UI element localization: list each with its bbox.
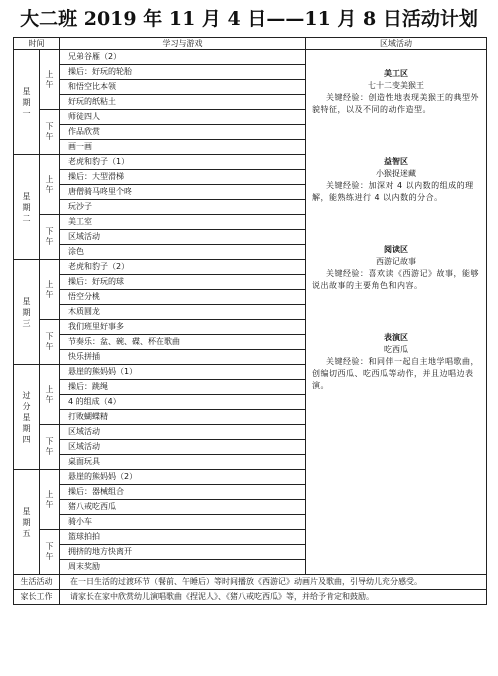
day-label (14, 365, 40, 470)
header-time: 时间 (14, 38, 60, 50)
spacer (312, 216, 480, 228)
half-label-char: 午 (45, 447, 54, 456)
area-zone (312, 230, 480, 316)
activity-cell: 操后：好玩的轮胎 (60, 65, 306, 80)
day-label-char: 星 (22, 506, 31, 516)
life-activity-row (14, 575, 487, 590)
spacer (312, 392, 480, 404)
area-key-experience: 关键经验：加深对 4 以内数的组成的理解，能熟练进行 4 以内数的分合。 (312, 181, 474, 202)
afternoon-label (40, 215, 60, 260)
area-title: 美工区 (384, 69, 408, 78)
afternoon-label (40, 425, 60, 470)
day-label-char: 期 (22, 202, 31, 212)
half-label-char: 上 (45, 174, 54, 184)
half-label-char: 下 (45, 227, 54, 236)
activity-cell: 玩沙子 (60, 200, 306, 215)
parents-label: 家长工作 (14, 590, 60, 605)
area-title: 表演区 (384, 333, 408, 342)
activity-cell: 涂色 (60, 245, 306, 260)
half-label-char: 午 (45, 552, 54, 561)
activity-cell: 周末奖励 (60, 560, 306, 575)
activity-cell: 桌面玩具 (60, 455, 306, 470)
area-zone (312, 142, 480, 228)
afternoon-label (40, 530, 60, 575)
page-title: 大二班 2019 年 11 月 4 日——11 月 8 日活动计划 (20, 8, 478, 30)
spacer (312, 128, 480, 140)
day-label-char: 星 (22, 296, 31, 306)
header-areas: 区域活动 (306, 38, 487, 50)
half-label-char: 上 (45, 384, 54, 394)
afternoon-label (40, 320, 60, 365)
day-label-char: 期 (22, 97, 31, 107)
day-label-char: 过 (22, 390, 31, 400)
spacer (312, 204, 480, 216)
morning-label (40, 365, 60, 425)
activity-cell: 操后：好玩的球 (60, 275, 306, 290)
activity-cell: 节奏乐：盆、碗、碟、杯在歌曲 (60, 335, 306, 350)
activity-cell: 操后：大型滑梯 (60, 170, 306, 185)
day-label-char: 星 (22, 86, 31, 96)
day-label (14, 155, 40, 260)
area-subtitle: 七十二变美猴王 (368, 81, 424, 90)
activity-cell: 骑小车 (60, 515, 306, 530)
table-row (14, 50, 487, 65)
activity-cell: 美工室 (60, 215, 306, 230)
morning-label (40, 470, 60, 530)
area-key-experience: 关键经验：创造性地表现美猴王的典型外貌特征，以及不同的动作造型。 (312, 93, 479, 114)
morning-label (40, 155, 60, 215)
morning-label (40, 260, 60, 320)
activity-cell: 悬崖的熊妈妈（1） (60, 365, 306, 380)
half-label-char: 午 (45, 289, 54, 299)
day-label-char: 五 (22, 528, 31, 538)
life-label: 生活活动 (14, 575, 60, 590)
spacer (312, 116, 480, 128)
area-zone (312, 318, 480, 416)
activity-cell: 篮球拍拍 (60, 530, 306, 545)
area-subtitle: 小猴捉迷藏 (376, 169, 416, 178)
activity-cell: 拥挤的地方快离开 (60, 545, 306, 560)
area-key-experience: 关键经验：喜欢读《西游记》故事，能够说出故事的主要角色和内容。 (312, 269, 479, 290)
day-label-char: 三 (22, 318, 31, 328)
activity-cell: 区域活动 (60, 230, 306, 245)
half-label-char: 午 (45, 237, 54, 246)
half-label-char: 下 (45, 122, 54, 131)
activity-cell: 猪八戒吃西瓜 (60, 500, 306, 515)
activity-cell: 快乐拼插 (60, 350, 306, 365)
half-label-char: 下 (45, 332, 54, 341)
day-label-char: 四 (22, 434, 31, 444)
day-label (14, 470, 40, 575)
parents-text: 请家长在家中欣赏幼儿演唱歌曲《捏泥人》、《猪八戒吃西瓜》等，并给予肯定和鼓励。 (60, 590, 487, 605)
header-activities: 学习与游戏 (60, 38, 306, 50)
activity-cell: 和悟空比本领 (60, 80, 306, 95)
area-activities-cell (306, 50, 487, 575)
life-text: 在一日生活的过渡环节（餐前、午睡后）等时间播放《西游记》动画片及歌曲，引导幼儿充分感受。 (60, 575, 487, 590)
activity-cell: 我们班里好事多 (60, 320, 306, 335)
day-label-char: 期 (22, 307, 31, 317)
activity-cell: 木质圆龙 (60, 305, 306, 320)
half-label-char: 上 (45, 279, 54, 289)
half-label-char: 下 (45, 542, 54, 551)
activity-cell: 唐僧骑马咚里个咚 (60, 185, 306, 200)
day-label-char: 星 (22, 412, 31, 422)
day-label-char: 期 (22, 517, 31, 527)
activity-cell: 悬崖的熊妈妈（2） (60, 470, 306, 485)
half-label-char: 午 (45, 79, 54, 89)
activity-cell: 区域活动 (60, 425, 306, 440)
area-title: 益智区 (384, 157, 408, 166)
activity-cell: 操后：器械组合 (60, 485, 306, 500)
half-label-char: 下 (45, 437, 54, 446)
activity-cell: 打败蝴蝶精 (60, 410, 306, 425)
day-label-char: 星 (22, 191, 31, 201)
spacer (312, 54, 480, 66)
day-label (14, 50, 40, 155)
area-subtitle: 吃西瓜 (384, 345, 408, 354)
spacer (312, 304, 480, 316)
activity-cell: 画一画 (60, 140, 306, 155)
activity-plan-table (13, 37, 487, 605)
day-label (14, 260, 40, 365)
activity-cell: 作品欣赏 (60, 125, 306, 140)
half-label-char: 上 (45, 489, 54, 499)
parent-work-row (14, 590, 487, 605)
half-label-char: 午 (45, 184, 54, 194)
spacer (312, 318, 480, 330)
half-label-char: 午 (45, 394, 54, 404)
morning-label (40, 50, 60, 110)
day-label-char: 分 (22, 401, 31, 411)
half-label-char: 午 (45, 499, 54, 509)
spacer (312, 230, 480, 242)
activity-cell: 操后：跳绳 (60, 380, 306, 395)
day-label-char: 期 (22, 423, 31, 433)
half-label-char: 上 (45, 69, 54, 79)
area-key-experience: 关键经验：和同伴一起自主地学唱歌曲，创编切西瓜、吃西瓜等动作，并且边唱边表演。 (312, 357, 479, 390)
area-subtitle: 西游记故事 (376, 257, 416, 266)
activity-cell: 4 的组成（4） (60, 395, 306, 410)
spacer (312, 142, 480, 154)
afternoon-label (40, 110, 60, 155)
activity-cell: 老虎和豹子（1） (60, 155, 306, 170)
half-label-char: 午 (45, 342, 54, 351)
spacer (312, 292, 480, 304)
half-label-char: 午 (45, 132, 54, 141)
activity-cell: 悟空分桃 (60, 290, 306, 305)
activity-cell: 区域活动 (60, 440, 306, 455)
day-label-char: 一 (22, 108, 31, 118)
activity-cell: 好玩的纸粘土 (60, 95, 306, 110)
day-label-char: 二 (22, 213, 31, 223)
area-zone (312, 54, 480, 140)
header-row (14, 38, 487, 50)
activity-cell: 兄弟谷雁（2） (60, 50, 306, 65)
area-title: 阅读区 (384, 245, 408, 254)
activity-cell: 老虎和豹子（2） (60, 260, 306, 275)
activity-cell: 师徒四人 (60, 110, 306, 125)
spacer (312, 404, 480, 416)
